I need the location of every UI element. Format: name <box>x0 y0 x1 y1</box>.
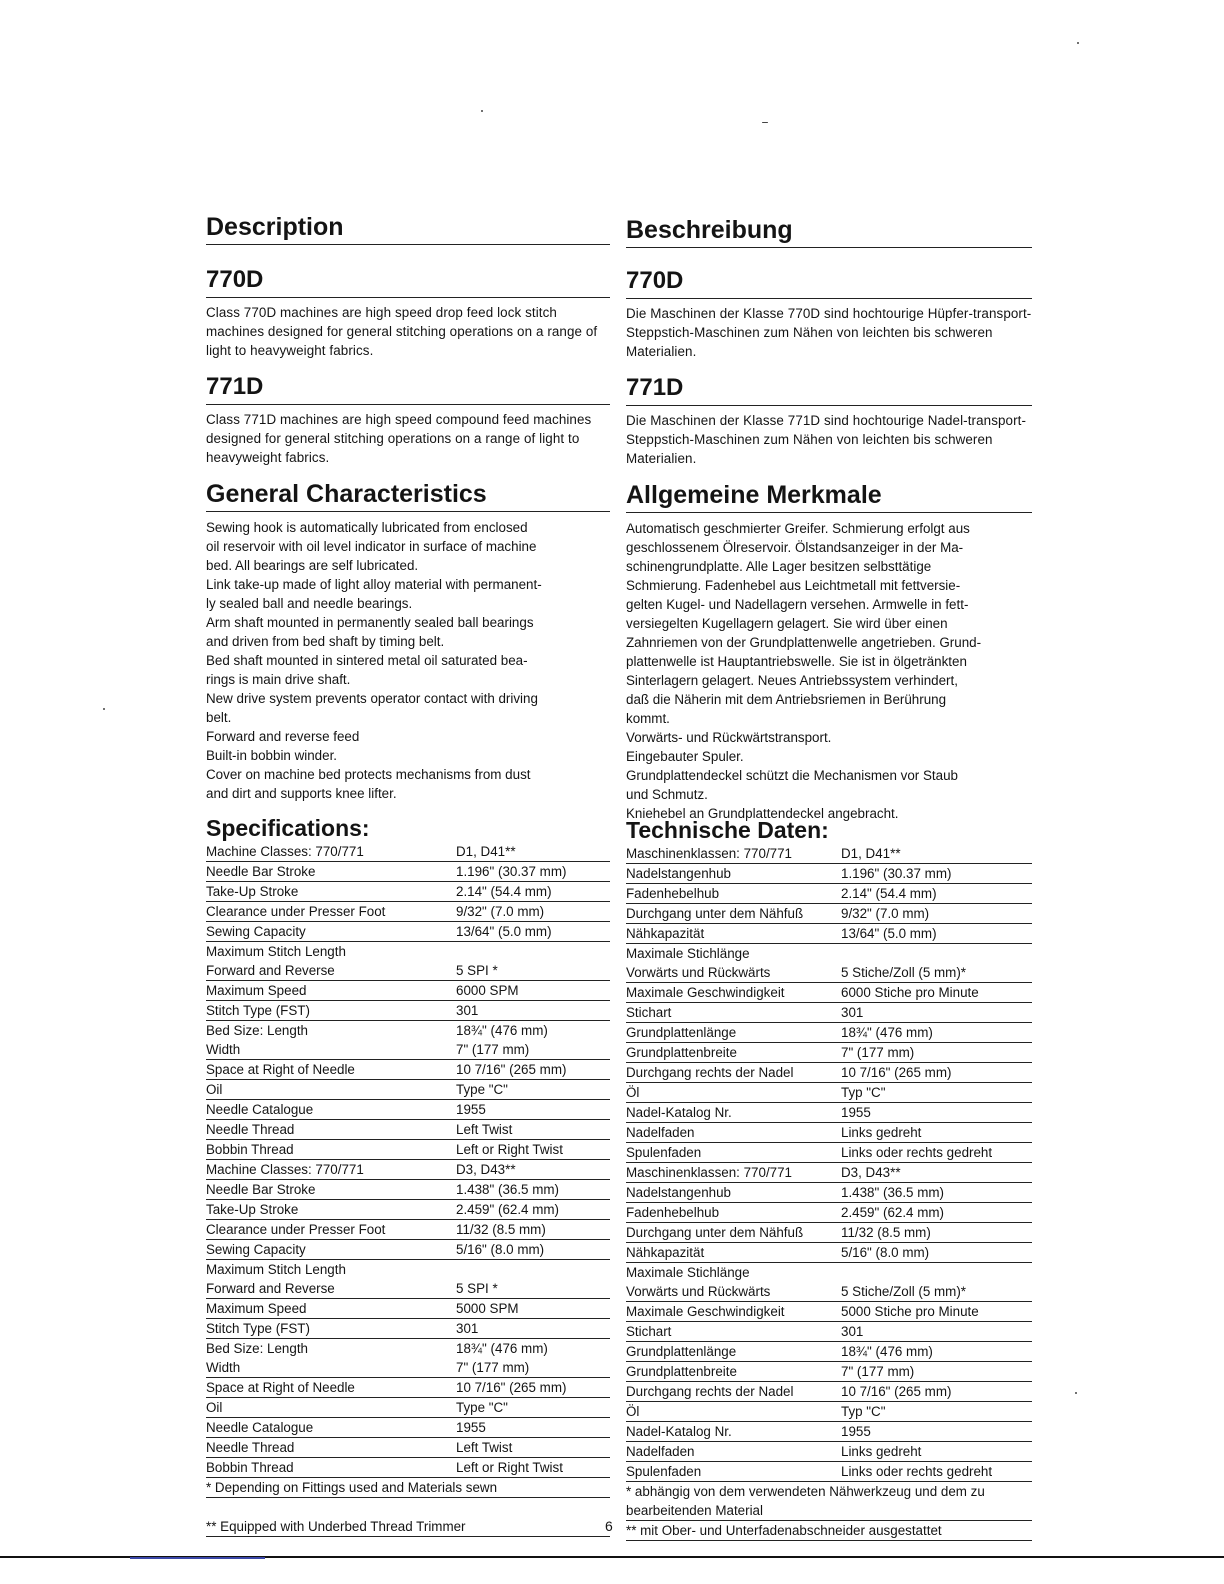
spec-label: Forward and Reverse <box>206 961 456 981</box>
spec-value: 7" (177 mm) <box>841 1362 1032 1382</box>
footnote-fadenabschneider: ** mit Ober- und Unterfadenabschneider ausgestattet <box>626 1521 1032 1541</box>
spec-value: Typ "C" <box>841 1083 1032 1103</box>
spec-value: 1.196" (30.37 mm) <box>841 864 1032 884</box>
char-line: and driven from bed shaft by timing belt. <box>206 634 445 649</box>
table-row <box>626 1123 1032 1143</box>
spec-label: Maximum Speed <box>206 981 456 1001</box>
technische-daten-heading: Technische Daten: <box>626 817 829 843</box>
spec-value: 2.14" (54.4 mm) <box>456 882 610 902</box>
spec-label: Oil <box>206 1080 456 1100</box>
spec-value: 5 Stiche/Zoll (5 mm)* <box>841 963 1032 983</box>
spec-label: Bobbin Thread <box>206 1140 456 1160</box>
table-row <box>626 1223 1032 1243</box>
spec-label: Spulenfaden <box>626 1143 841 1163</box>
char-line: bed. All bearings are self lubricated. <box>206 558 419 573</box>
table-row <box>626 1083 1032 1103</box>
spec-label: Forward and Reverse <box>206 1279 456 1299</box>
char-line: Sewing hook is automatically lubricated from enclosed <box>206 520 528 535</box>
general-characteristics-list <box>206 518 610 803</box>
spec-value: 6000 Stiche pro Minute <box>841 983 1032 1003</box>
scan-speck <box>481 110 483 112</box>
spec-value: 1955 <box>841 1422 1032 1442</box>
spec-label: Fadenhebelhub <box>626 884 841 904</box>
spec-value: 13/64" (5.0 mm) <box>456 922 610 942</box>
spec-label: Grundplattenbreite <box>626 1043 841 1063</box>
spec-label: Needle Catalogue <box>206 1100 456 1120</box>
char-line: schinengrundplatte. Alle Lager besitzen selbsttätige <box>626 559 932 574</box>
spec-value: Left or Right Twist <box>456 1140 610 1160</box>
table-row <box>206 942 610 962</box>
spec-value: 1955 <box>456 1418 610 1438</box>
spec-label: Nadelstangenhub <box>626 1183 841 1203</box>
spec-value: 18¾" (476 mm) <box>456 1023 548 1038</box>
table-row <box>206 1200 610 1220</box>
english-column <box>206 212 610 803</box>
spec-label: Width <box>206 1040 456 1060</box>
table-row <box>626 1282 1032 1302</box>
spec-value: Typ "C" <box>841 1402 1032 1422</box>
spec-value: 1955 <box>456 1100 610 1120</box>
spec-label: Bed Size: Length <box>206 1023 308 1038</box>
spec-value: Left or Right Twist <box>456 1458 610 1478</box>
model-771d-title: 771D <box>206 372 610 405</box>
spec-label: Space at Right of Needle <box>206 1060 456 1080</box>
table-row <box>626 1302 1032 1322</box>
char-line: belt. <box>206 710 232 725</box>
spec-value: 7" (177 mm) <box>841 1043 1032 1063</box>
table-row <box>206 1160 610 1180</box>
spec-label: Machine Classes: 770/771 <box>206 1160 456 1180</box>
spec-label: Sewing Capacity <box>206 1240 456 1260</box>
table-row <box>626 1043 1032 1063</box>
spec-value: 7" (177 mm) <box>456 1358 610 1378</box>
beschreibung-heading: Beschreibung <box>626 215 1032 248</box>
german-spec-column <box>626 816 1032 1541</box>
spec-value: 10 7/16" (265 mm) <box>841 1063 1032 1083</box>
char-line: Forward and reverse feed <box>206 729 360 744</box>
spec-label: Take-Up Stroke <box>206 1200 456 1220</box>
table-row <box>206 1040 610 1060</box>
table-row <box>626 1402 1032 1422</box>
table-row <box>206 1458 610 1478</box>
spec-value: 1955 <box>841 1103 1032 1123</box>
table-row <box>626 983 1032 1003</box>
spec-value: D3, D43** <box>841 1163 1032 1183</box>
spec-value: 301 <box>456 1001 610 1021</box>
table-row <box>206 882 610 902</box>
table-row <box>626 904 1032 924</box>
spec-label: Needle Catalogue <box>206 1418 456 1438</box>
spec-label: Maximum Speed <box>206 1299 456 1319</box>
spec-label: Width <box>206 1358 456 1378</box>
spec-label: Maximale Geschwindigkeit <box>626 983 841 1003</box>
spec-label: Maschinenklassen: 770/771 <box>626 844 841 864</box>
spec-value: 18¾" (476 mm) <box>456 1341 548 1356</box>
model-770d-text-de: Die Maschinen der Klasse 770D sind hochtourige Hüpfer-transport-Steppstich-Maschinen zum Nähen von leichten bis schweren Materialien. <box>626 306 1032 359</box>
table-row <box>626 1322 1032 1342</box>
spec-label: Bobbin Thread <box>206 1458 456 1478</box>
table-row <box>206 1418 610 1438</box>
table-row <box>626 1203 1032 1223</box>
model-770d-title-de: 770D <box>626 266 1032 299</box>
scan-speck <box>103 708 105 710</box>
table-row <box>206 842 610 862</box>
spec-label: Nadel-Katalog Nr. <box>626 1103 841 1123</box>
table-row <box>626 1382 1032 1402</box>
spec-value: 1.196" (30.37 mm) <box>456 862 610 882</box>
table-row <box>206 902 610 922</box>
table-row <box>206 1279 610 1299</box>
spec-value <box>456 942 610 962</box>
spec-label: Durchgang unter dem Nähfuß <box>626 904 841 924</box>
char-line: Grundplattendeckel schützt die Mechanismen vor Staub <box>626 768 958 783</box>
spec-label: Spulenfaden <box>626 1462 841 1482</box>
table-row <box>626 963 1032 983</box>
char-line: Link take-up made of light alloy material with permanent- <box>206 577 542 592</box>
char-line: plattenwelle ist Hauptantriebswelle. Sie ist in ölgetränkten <box>626 654 967 669</box>
spec-value: Links gedreht <box>841 1442 1032 1462</box>
char-line: Zahnriemen von der Grundplattenwelle angetrieben. Grund- <box>626 635 982 650</box>
table-row <box>206 1378 610 1398</box>
spec-label: Öl <box>626 1402 841 1422</box>
spec-value: D1, D41** <box>841 844 1032 864</box>
model-770d-text: Class 770D machines are high speed drop feed lock stitch machines designed for general stitching operations on a range of light to heavyweight fabrics. <box>206 305 598 358</box>
spec-label: Nähkapazität <box>626 1243 841 1263</box>
table-row <box>206 1180 610 1200</box>
spec-label: Needle Thread <box>206 1438 456 1458</box>
spec-value: 5/16" (8.0 mm) <box>841 1243 1032 1263</box>
spec-value: 5000 Stiche pro Minute <box>841 1302 1032 1322</box>
general-characteristics-heading: General Characteristics <box>206 479 610 512</box>
char-line: Vorwärts- und Rückwärtstransport. <box>626 730 832 745</box>
table-row <box>206 1339 610 1359</box>
char-line: oil reservoir with oil level indicator in surface of machine <box>206 539 537 554</box>
spec-value: Left Twist <box>456 1438 610 1458</box>
page-number: 6 <box>605 1518 613 1534</box>
spec-label: Maximum Stitch Length <box>206 1262 346 1277</box>
spec-value: Type "C" <box>456 1398 610 1418</box>
spec-value: 5 SPI * <box>456 1279 610 1299</box>
table-row <box>626 1063 1032 1083</box>
spec-value: 10 7/16" (265 mm) <box>841 1382 1032 1402</box>
spec-label: Nadelfaden <box>626 1123 841 1143</box>
char-line: and dirt and supports knee lifter. <box>206 786 397 801</box>
spec-value: 9/32" (7.0 mm) <box>841 904 1032 924</box>
table-row <box>626 1103 1032 1123</box>
char-line: Arm shaft mounted in permanently sealed ball bearings <box>206 615 534 630</box>
spec-label: Fadenhebelhub <box>626 1203 841 1223</box>
spec-value: 7" (177 mm) <box>456 1040 610 1060</box>
spec-label: Oil <box>206 1398 456 1418</box>
spec-label: Nähkapazität <box>626 924 841 944</box>
spec-value: D3, D43** <box>456 1160 610 1180</box>
scan-speck <box>1075 1392 1077 1394</box>
table-row <box>626 1163 1032 1183</box>
table-row <box>206 1398 610 1418</box>
model-771d-title-de: 771D <box>626 373 1032 406</box>
spec-label: Vorwärts und Rückwärts <box>626 1282 841 1302</box>
spec-value: 5/16" (8.0 mm) <box>456 1240 610 1260</box>
spec-label: Clearance under Presser Foot <box>206 1220 456 1240</box>
spec-value: 5000 SPM <box>456 1299 610 1319</box>
spec-label: Maximale Stichlänge <box>626 1265 750 1280</box>
table-row <box>206 1120 610 1140</box>
spec-value <box>841 944 1032 964</box>
table-row <box>626 884 1032 904</box>
table-row <box>626 1003 1032 1023</box>
spec-value: 10 7/16" (265 mm) <box>456 1378 610 1398</box>
spec-label: Needle Bar Stroke <box>206 1180 456 1200</box>
table-row <box>626 1462 1032 1482</box>
technische-daten-table <box>626 844 1032 1482</box>
spec-label: Stitch Type (FST) <box>206 1001 456 1021</box>
spec-value: Links gedreht <box>841 1123 1032 1143</box>
table-row <box>206 1319 610 1339</box>
char-line: Eingebauter Spuler. <box>626 749 744 764</box>
char-line: Schmierung. Fadenhebel aus Leichtmetall mit fettversie- <box>626 578 961 593</box>
spec-value: 18¾" (476 mm) <box>841 1342 1032 1362</box>
table-row <box>206 1001 610 1021</box>
table-row <box>206 981 610 1001</box>
spec-label: Grundplattenbreite <box>626 1362 841 1382</box>
spec-label: Bed Size: Length <box>206 1341 308 1356</box>
table-row <box>626 1342 1032 1362</box>
spec-value: 11/32 (8.5 mm) <box>841 1223 1032 1243</box>
char-line: Sinterlagern gelagert. Neues Antriebssystem verhindert, <box>626 673 958 688</box>
spec-value: Left Twist <box>456 1120 610 1140</box>
table-row <box>626 1362 1032 1382</box>
char-line: rings is main drive shaft. <box>206 672 351 687</box>
spec-label: Durchgang rechts der Nadel <box>626 1063 841 1083</box>
table-row <box>206 1260 610 1280</box>
model-770d-title: 770D <box>206 265 610 298</box>
table-row <box>206 1021 610 1041</box>
spec-label: Take-Up Stroke <box>206 882 456 902</box>
specifications-heading: Specifications: <box>206 815 370 841</box>
spec-value: 2.459" (62.4 mm) <box>456 1200 610 1220</box>
table-row <box>206 1100 610 1120</box>
table-row <box>626 864 1032 884</box>
spec-value: 1.438" (36.5 mm) <box>456 1180 610 1200</box>
char-line: versiegelten Kugellagern gelagert. Sie wird über einen <box>626 616 948 631</box>
german-column <box>626 212 1032 823</box>
char-line: kommt. <box>626 711 670 726</box>
footnote-trimmer: ** Equipped with Underbed Thread Trimmer <box>206 1517 610 1537</box>
spec-value: 301 <box>456 1319 610 1339</box>
char-line: gelten Kugel- und Nadellagern versehen. Armwelle in fett- <box>626 597 969 612</box>
char-line: Cover on machine bed protects mechanisms from dust <box>206 767 531 782</box>
model-771d-text-de: Die Maschinen der Klasse 771D sind hochtourige Nadel-transport-Steppstich-Maschinen zum Nähen von leichten bis schweren Materialien. <box>626 413 1027 466</box>
english-spec-column <box>206 814 610 1537</box>
table-row <box>206 922 610 942</box>
spec-value: 5 Stiche/Zoll (5 mm)* <box>841 1282 1032 1302</box>
spec-value: 6000 SPM <box>456 981 610 1001</box>
spec-value <box>841 1263 1032 1283</box>
char-line: Kniehebel an Grundplattendeckel angebracht. <box>626 806 899 821</box>
char-line: New drive system prevents operator contact with driving <box>206 691 538 706</box>
table-row <box>626 1183 1032 1203</box>
char-line: Built-in bobbin winder. <box>206 748 338 763</box>
table-row <box>206 961 610 981</box>
spec-value: 301 <box>841 1003 1032 1023</box>
char-line: Automatisch geschmierter Greifer. Schmierung erfolgt aus <box>626 521 970 536</box>
spec-value: Links oder rechts gedreht <box>841 1462 1032 1482</box>
spec-value: 301 <box>841 1322 1032 1342</box>
table-row <box>206 862 610 882</box>
table-row <box>626 924 1032 944</box>
spec-label: Maschinenklassen: 770/771 <box>626 1163 841 1183</box>
spec-label: Maximale Geschwindigkeit <box>626 1302 841 1322</box>
spec-value: 11/32 (8.5 mm) <box>456 1220 610 1240</box>
scan-speck <box>762 122 768 123</box>
allgemeine-merkmale-heading: Allgemeine Merkmale <box>626 480 1032 513</box>
table-row <box>626 1243 1032 1263</box>
table-row <box>206 1240 610 1260</box>
table-row <box>626 1263 1032 1283</box>
spec-value: D1, D41** <box>456 842 610 862</box>
spec-label: Stitch Type (FST) <box>206 1319 456 1339</box>
char-line: und Schmutz. <box>626 787 708 802</box>
model-771d-text: Class 771D machines are high speed compound feed machines designed for general stitching operations on a range of light to heavyweight fabrics. <box>206 412 592 465</box>
specifications-table <box>206 842 610 1478</box>
table-row <box>206 1080 610 1100</box>
spec-value: Type "C" <box>456 1080 610 1100</box>
spec-label: Needle Bar Stroke <box>206 862 456 882</box>
spec-label: Maximum Stitch Length <box>206 944 346 959</box>
spec-label: Stichart <box>626 1322 841 1342</box>
spec-label: Vorwärts und Rückwärts <box>626 963 841 983</box>
table-row <box>626 1422 1032 1442</box>
table-row <box>626 1023 1032 1043</box>
allgemeine-merkmale-list <box>626 519 1032 823</box>
spec-label: Durchgang rechts der Nadel <box>626 1382 841 1402</box>
table-row <box>206 1140 610 1160</box>
scan-speck <box>1077 42 1079 44</box>
spec-value: Links oder rechts gedreht <box>841 1143 1032 1163</box>
footnote-abhaengig: * abhängig von dem verwendeten Nähwerkzeug und dem zu bearbeitenden Material <box>626 1482 1032 1521</box>
char-line: daß die Näherin mit dem Antriebsriemen in Berührung <box>626 692 947 707</box>
spec-label: Needle Thread <box>206 1120 456 1140</box>
description-heading: Description <box>206 212 610 245</box>
spec-value: 1.438" (36.5 mm) <box>841 1183 1032 1203</box>
char-line: ly sealed ball and needle bearings. <box>206 596 413 611</box>
table-row <box>206 1438 610 1458</box>
spec-label: Nadelfaden <box>626 1442 841 1462</box>
table-row <box>206 1220 610 1240</box>
spec-label: Maximale Stichlänge <box>626 946 750 961</box>
spec-label: Machine Classes: 770/771 <box>206 842 456 862</box>
table-row <box>626 944 1032 964</box>
spec-label: Grundplattenlänge <box>626 1023 841 1043</box>
spec-value: 9/32" (7.0 mm) <box>456 902 610 922</box>
char-line: geschlossenem Ölreservoir. Ölstandsanzeiger in der Ma- <box>626 540 964 555</box>
spec-label: Clearance under Presser Foot <box>206 902 456 922</box>
spec-label: Durchgang unter dem Nähfuß <box>626 1223 841 1243</box>
spec-value: 5 SPI * <box>456 961 610 981</box>
spec-value: 18¾" (476 mm) <box>841 1023 1032 1043</box>
table-row <box>626 1143 1032 1163</box>
bottom-edge-accent <box>130 1557 265 1559</box>
spec-label: Space at Right of Needle <box>206 1378 456 1398</box>
table-row <box>206 1358 610 1378</box>
spec-value: 10 7/16" (265 mm) <box>456 1060 610 1080</box>
spec-value: 13/64" (5.0 mm) <box>841 924 1032 944</box>
spec-value: 2.14" (54.4 mm) <box>841 884 1032 904</box>
table-row <box>626 844 1032 864</box>
spec-label: Sewing Capacity <box>206 922 456 942</box>
spec-label: Nadelstangenhub <box>626 864 841 884</box>
spec-label: Nadel-Katalog Nr. <box>626 1422 841 1442</box>
char-line: Bed shaft mounted in sintered metal oil saturated bea- <box>206 653 528 668</box>
spec-label: Stichart <box>626 1003 841 1023</box>
table-row <box>626 1442 1032 1462</box>
spec-value: 2.459" (62.4 mm) <box>841 1203 1032 1223</box>
table-row <box>206 1060 610 1080</box>
spec-label: Grundplattenlänge <box>626 1342 841 1362</box>
footnote-fittings: * Depending on Fittings used and Materials sewn <box>206 1478 610 1498</box>
spec-label: Öl <box>626 1083 841 1103</box>
spec-value <box>456 1260 610 1280</box>
table-row <box>206 1299 610 1319</box>
